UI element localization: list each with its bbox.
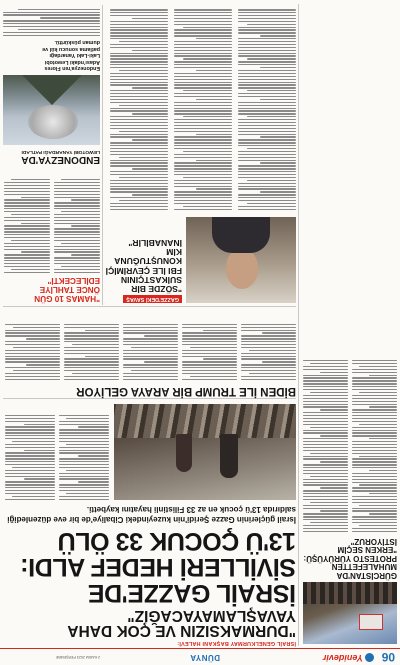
sidebar-photo <box>303 582 397 644</box>
soz-headline-line: "SÖZDE BİR <box>131 284 182 294</box>
hamas-headline-line: "HAMAS 10 GÜN <box>34 294 100 303</box>
main-headline-line: İSRAİL GAZZE'DE <box>88 579 296 607</box>
main-headline <box>3 528 296 606</box>
indonesia-deck-line: Laki-Laki Yanardağı <box>49 52 100 59</box>
top-story-deck: İsrail güçlerinin Gazze Şeridi'nin kuzeyindeki Cibaliye'de bir eve düzenlediği saldırıda 13'ü çocuk en az 33 Filistinli hayatını kaybetti. <box>7 505 296 524</box>
hamas-headline-line: EDİLECEKTİ" <box>47 276 100 285</box>
indonesia-deck <box>3 39 100 71</box>
top-story-photo <box>114 404 296 500</box>
biden-body-text <box>123 324 178 380</box>
headline-line: YAVAŞLAMAYACAĞIZ" <box>127 607 296 624</box>
sidebar-headline-line: GÜRCİSTAN'DA <box>336 571 397 580</box>
masthead <box>0 648 400 665</box>
soz-headline-line: SUİKASTÇININ <box>120 274 182 285</box>
indonesia-body-text <box>3 9 100 36</box>
soz-story <box>106 7 296 305</box>
main-headline-line: SİVİLLERİ HEDEF ALDI: <box>20 553 296 581</box>
hamas-body-text <box>54 179 100 273</box>
indonesia-deck-line: patlama sonucu kül ve <box>42 45 100 52</box>
soz-headline <box>104 238 182 293</box>
soz-headline-line: KONUŞTUĞUNA KİM <box>114 247 182 267</box>
main-headline-line: 13'Ü ÇOCUK 33 ÖLÜ <box>57 527 296 555</box>
biden-story <box>3 309 296 397</box>
soz-photo <box>186 217 296 303</box>
top-story-headline-small <box>3 608 296 638</box>
top-story-kicker: İSRAİL GENELKURMAY BAŞKANI HALEVİ: <box>177 640 296 646</box>
soz-headline-line: İNANABİLİR" <box>128 237 182 248</box>
hamas-story <box>3 165 100 305</box>
protest-flag-shape <box>359 614 383 630</box>
logo-icon <box>365 653 374 662</box>
indonesia-deck-line: duman püskürttü. <box>54 39 100 46</box>
indonesia-headline-line: LEWOTOBİ YANARDAĞI PATLADI <box>21 149 100 154</box>
person-shape <box>176 434 192 472</box>
biden-body-text <box>64 324 119 380</box>
hamas-headline <box>3 276 100 303</box>
masthead-date: 2 KASIM 2023 PERŞEMBE <box>55 655 100 659</box>
section-divider <box>3 306 296 307</box>
indonesia-deck-line: Endonezya'nın Flores <box>44 65 100 71</box>
column-divider <box>298 4 299 646</box>
column-divider <box>102 5 103 305</box>
sidebar-headline-line: PROTESTO YÜRÜYÜŞÜ: <box>303 553 397 563</box>
sidebar-story <box>301 6 397 646</box>
indonesia-headline <box>3 148 100 165</box>
sidebar-headline-line: İSTİYORUZ" <box>350 536 397 546</box>
person-shape <box>220 434 238 478</box>
sidebar-headline <box>301 536 397 579</box>
sidebar-body-text <box>352 360 397 532</box>
biden-headline: BİDEN İLE TRUMP BİR ARAYA GELİYOR <box>76 385 296 397</box>
sidebar-headline-line: "ERKEN SEÇİM <box>337 545 397 555</box>
sidebar-body-text <box>303 360 348 532</box>
soz-headline-line: FBI İLE ÇEVRİMİÇİ <box>105 265 182 276</box>
portrait-shape <box>226 249 258 289</box>
hamas-headline-line: ÖNCE TAHLİYE <box>39 285 100 294</box>
top-story-body-text <box>5 415 55 500</box>
masthead-logo: Yenidevir <box>322 653 363 663</box>
top-story-body-text <box>59 415 109 500</box>
headline-line: "DURMAKSIZIN VE ÇOK DAHA <box>67 622 296 639</box>
biden-body-text <box>182 324 237 380</box>
biden-body-text <box>241 324 296 380</box>
mountain-shape <box>22 75 82 105</box>
volcano-photo <box>3 75 100 145</box>
indonesia-deck-line: Adası'ndaki Lewotobi <box>44 58 100 65</box>
top-story <box>3 401 296 646</box>
soz-body-text <box>110 9 168 210</box>
crowd-shape <box>303 582 397 604</box>
page-number: 06 <box>381 650 395 664</box>
soz-body-text <box>238 9 296 210</box>
masthead-section: DÜNYA <box>189 653 220 662</box>
sidebar-headline-line: MUHALEFETTEN <box>331 562 397 572</box>
soz-body-text <box>174 9 232 210</box>
section-divider <box>3 398 296 399</box>
indonesia-headline-line: ENDONEZYA'DA <box>21 154 100 165</box>
indonesia-story <box>3 5 100 165</box>
ash-cloud-shape <box>28 105 78 139</box>
biden-body-text <box>5 324 60 380</box>
hamas-body-text <box>4 179 50 273</box>
portrait-shape <box>212 217 270 253</box>
rubble-shape <box>114 404 296 438</box>
soz-kicker: GAZZE'DEKİ SAVAŞ <box>123 295 182 303</box>
